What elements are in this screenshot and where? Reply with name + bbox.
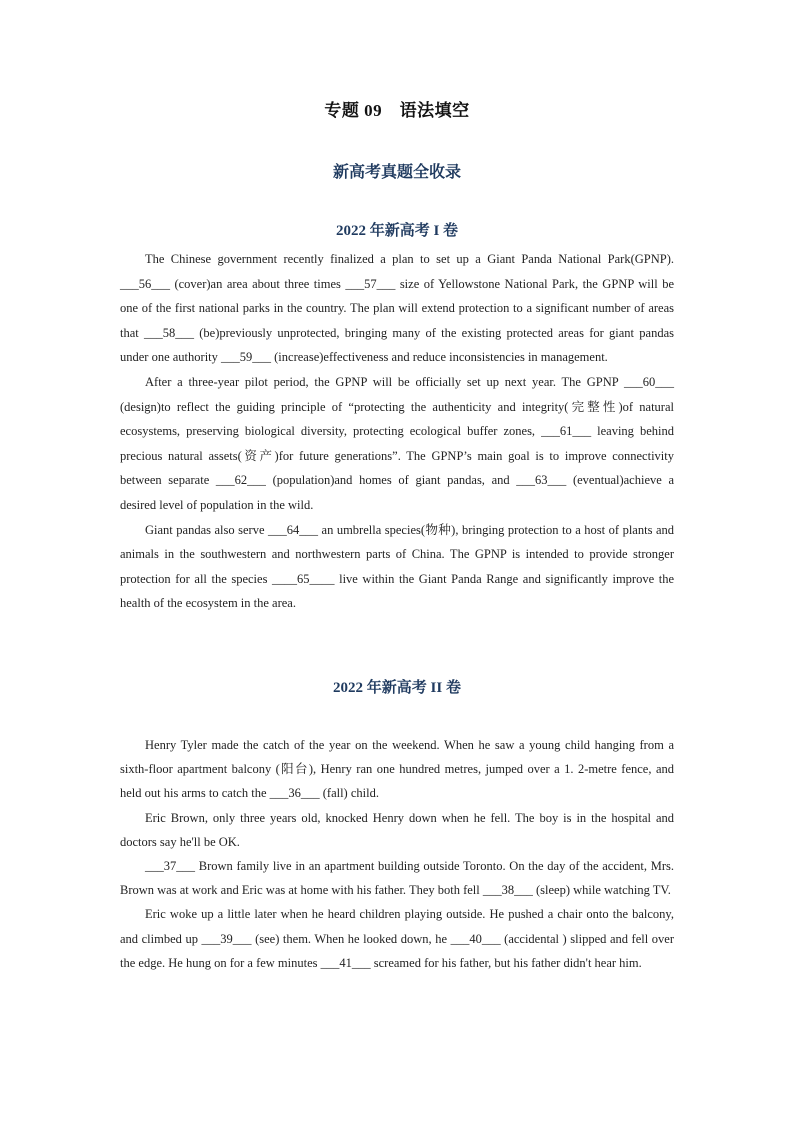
paragraph: Eric woke up a little later when he heard children playing outside. He pushed a chair onto the balcony, and climbed up ___39___ (see) them. When he looked down, he ___40___ (accidental ) slipped and fell over the edge. He hung on for a few minutes ___41___ screamed for his father, but his father didn't hear him.	[120, 907, 674, 970]
passage-giant-panda	[120, 247, 674, 616]
paragraph: The Chinese government recently finalized a plan to set up a Giant Panda National Park(GPNP). ___56___ (cover)an area about three times ___57___ size of Yellowstone National Park, the GPNP will be one of the first national parks in the country. The plan will extend protection to a significant number of areas that ___58___ (be)previously unprotected, bringing many of the existing protected areas for giant pandas under one authority ___59___ (increase)effectiveness and reduce inconsistencies in management.	[120, 252, 674, 365]
section-heading-2022-ii: 2022 年新高考 II 卷	[333, 680, 461, 696]
paragraph: After a three-year pilot period, the GPNP will be officially set up next year. The GPNP ___60___ (design)to reflect the guiding principle of “protecting the authenticity and integrity(完整性)of natural ecosystems, preserving biological diversity, protecting ecological buffer zones, ___61___ leaving behind precious natural assets(资产)for future generations”. The GPNP’s main goal is to improve connectivity between separate ___62___ (population)and homes of giant pandas, and ___63___ (eventual)achieve a desired level of population in the wild.	[120, 374, 674, 512]
paragraph: Henry Tyler made the catch of the year on the weekend. When he saw a young child hanging from a sixth-floor apartment balcony (阳台), Henry ran one hundred metres, jumped over a 1. 2-metre fence, and held out his arms to catch the ___36___ (fall) child.	[120, 738, 674, 801]
paragraph: Giant pandas also serve ___64___ an umbrella species(物种), bringing protection to a host of plants and animals in the southwestern and northwestern parts of China. The GPNP is intended to provide stronger protection for all the species ____65____ live within the Giant Panda Range and significantly improve the health of the ecosystem in the area.	[120, 522, 674, 611]
paragraph: Eric Brown, only three years old, knocked Henry down when he fell. The boy is in the hospital and doctors say he'll be OK.	[120, 810, 674, 849]
section-heading-2022-i: 2022 年新高考 I 卷	[335, 223, 459, 239]
passage-henry-tyler	[120, 733, 674, 975]
page-title: 专题 09 语法填空	[324, 101, 470, 120]
paragraph: ___37___ Brown family live in an apartment building outside Toronto. On the day of the accident, Mrs. Brown was at work and Eric was at home with his father. They both fell ___38___ (sleep) while watching TV.	[120, 859, 674, 898]
page-subtitle: 新高考真题全收录	[332, 164, 461, 181]
